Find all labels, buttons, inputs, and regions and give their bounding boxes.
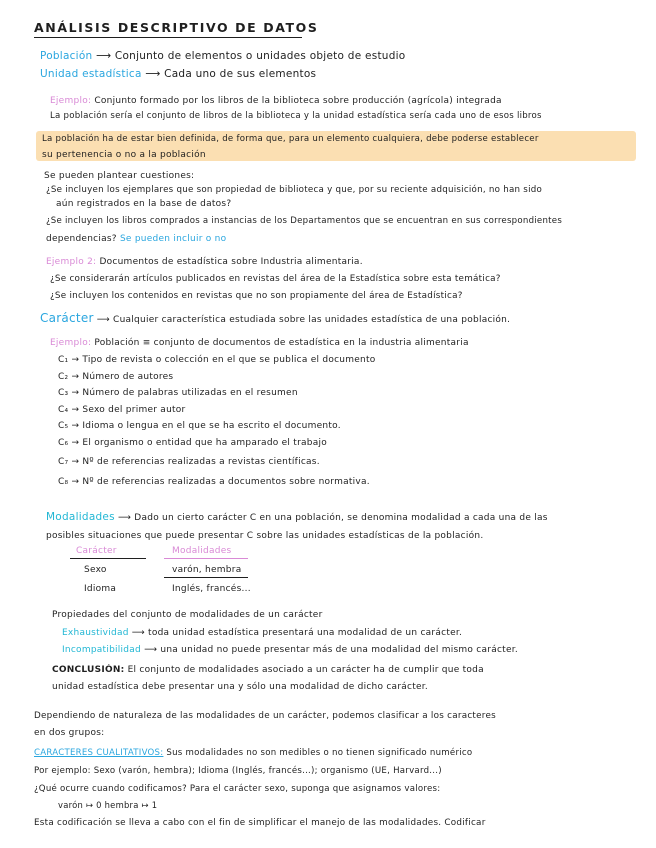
conclusion-line1: [52, 664, 484, 676]
definition-modalidades-line2: posibles situaciones que puede presentar C sobre las unidades estadísticas de la población.: [46, 531, 484, 541]
term-caracter: Carácter: [40, 312, 94, 325]
ejemplo1-line2: La población sería el conjunto de libros de la biblioteca y la unidad estadística sería cada uno de esos libros: [50, 111, 542, 121]
cuestion2-text: dependencias?: [46, 234, 117, 244]
term-incompatibilidad: Incompatibilidad: [62, 645, 141, 655]
cualitativos-line: [34, 747, 472, 759]
term-unidad: Unidad estadística: [40, 68, 142, 80]
propiedad-text: ⟶ toda unidad estadística presentará una modalidad de un carácter.: [131, 628, 463, 638]
propiedad-text: ⟶ una unidad no puede presentar más de una modalidad del mismo carácter.: [144, 645, 518, 655]
caracter-item: C₇ → Nº de referencias realizadas a revistas científicas.: [58, 457, 320, 467]
clasificacion-line1: Dependiendo de naturaleza de las modalidades de un carácter, podemos clasificar a los caracteres: [34, 711, 496, 721]
table-cell: Inglés, francés...: [172, 584, 251, 594]
table-row-rule: [164, 577, 248, 578]
propiedades-title: Propiedades del conjunto de modalidades de un carácter: [52, 610, 323, 620]
definition-caracter: [40, 312, 510, 326]
ejemplo2-label: Ejemplo 2:: [46, 257, 97, 267]
cuestion1-line2: aún registrados en la base de datos?: [56, 199, 232, 209]
term-exhaustividad: Exhaustividad: [62, 628, 129, 638]
definition-text: Dado un cierto carácter C en una población, se denomina modalidad a cada una de las: [134, 513, 548, 523]
highlight-line1: La población ha de estar bien definida, de forma que, para un elemento cualquiera, debe poderse establecer: [42, 134, 539, 144]
ejemplo3-line: [50, 337, 469, 349]
definition-text: Conjunto de elementos o unidades objeto de estudio: [114, 50, 406, 62]
cualitativos-text: Sus modalidades no son medibles o no tienen significado numérico: [166, 748, 473, 758]
caracter-item: C₁ → Tipo de revista o colección en el que se publica el documento: [58, 355, 376, 365]
definition-text: Cualquier característica estudiada sobre las unidades estadística de una población.: [113, 315, 511, 325]
cuestiones-intro: Se pueden plantear cuestiones:: [44, 171, 195, 181]
table-cell: varón, hembra: [172, 565, 242, 575]
propiedad-exhaustividad: [62, 627, 462, 639]
definition-unidad: [40, 68, 316, 80]
caracter-item: C₂ → Número de autores: [58, 372, 174, 382]
term-poblacion: Población: [40, 50, 93, 62]
caracter-item: C₃ → Número de palabras utilizadas en el resumen: [58, 388, 298, 398]
ejemplo2-text: Documentos de estadística sobre Industria alimentaria.: [99, 257, 363, 267]
ejemplo2-q2: ¿Se incluyen los contenidos en revistas que no son propiamente del área de Estadística?: [50, 291, 463, 301]
ejemplo3-text: Población ≡ conjunto de documentos de estadística en la industria alimentaria: [94, 338, 469, 348]
propiedad-incompatibilidad: [62, 644, 518, 656]
caracter-item: C₈ → Nº de referencias realizadas a documentos sobre normativa.: [58, 477, 370, 487]
clasificacion-line2: en dos grupos:: [34, 728, 105, 738]
title-underline: [34, 37, 302, 38]
arrow-icon: ⟶: [96, 315, 110, 325]
cuestion1-line1: ¿Se incluyen los ejemplares que son propiedad de biblioteca y que, por su reciente adquisición, no han sido: [46, 185, 543, 195]
table-header-rule: [70, 558, 146, 559]
highlight-line2: su pertenencia o no a la población: [42, 150, 206, 160]
cuestion2-line1: ¿Se incluyen los libros comprados a instancias de los Departamentos que se encuentran en sus correspondientes: [46, 216, 563, 226]
ejemplo2-q1: ¿Se considerarán artículos publicados en revistas del área de la Estadística sobre esta temática?: [50, 274, 501, 284]
conclusion-label: CONCLUSIÓN:: [52, 665, 125, 675]
ejemplo2-line: [46, 256, 363, 268]
arrow-icon: ⟶: [145, 68, 161, 80]
conclusion-line2: unidad estadística debe presentar una y sólo una modalidad de dicho carácter.: [52, 682, 429, 692]
definition-modalidades: [46, 511, 548, 524]
cuestion2-note: Se pueden incluir o no: [119, 234, 227, 244]
ejemplo3-label: Ejemplo:: [50, 338, 92, 348]
clasificacion-final: Esta codificación se lleva a cabo con el fin de simplificar el manejo de las modalidades. Codificar: [34, 818, 486, 828]
cualitativos-label: CARACTERES CUALITATIVOS:: [34, 748, 164, 758]
arrow-icon: ⟶: [118, 513, 132, 523]
table-header-modalidades: Modalidades: [172, 546, 232, 556]
arrow-icon: ⟶: [96, 50, 112, 62]
table-header-caracter: Carácter: [76, 546, 117, 556]
ejemplo1-label: Ejemplo:: [50, 96, 92, 106]
table-cell: Sexo: [84, 565, 107, 575]
page-title: ANÁLISIS DESCRIPTIVO DE DATOS: [34, 20, 319, 35]
table-cell: Idioma: [84, 584, 117, 594]
caracter-item: C₅ → Idioma o lengua en el que se ha escrito el documento.: [58, 421, 341, 431]
clasificacion-pregunta: ¿Qué ocurre cuando codificamos? Para el carácter sexo, suponga que asignamos valores:: [34, 784, 441, 794]
cuestion2-line2: [46, 233, 226, 245]
ejemplo1-line1: [50, 95, 502, 107]
caracter-item: C₆ → El organismo o entidad que ha amparado el trabajo: [58, 438, 328, 448]
caracter-item: C₄ → Sexo del primer autor: [58, 405, 186, 415]
term-modalidades: Modalidades: [46, 511, 115, 523]
clasificacion-codigos: varón ↦ 0 hembra ↦ 1: [58, 800, 158, 810]
definition-text: Cada uno de sus elementos: [164, 68, 317, 80]
clasificacion-ejemplo: Por ejemplo: Sexo (varón, hembra); Idioma (Inglés, francés...); organismo (UE, Harvard...): [34, 766, 442, 776]
conclusion-text: El conjunto de modalidades asociado a un carácter ha de cumplir que toda: [127, 665, 484, 675]
definition-poblacion: [40, 50, 405, 62]
table-header-rule: [164, 558, 248, 559]
ejemplo1-text: Conjunto formado por los libros de la biblioteca sobre producción (agrícola) integrada: [94, 96, 502, 106]
